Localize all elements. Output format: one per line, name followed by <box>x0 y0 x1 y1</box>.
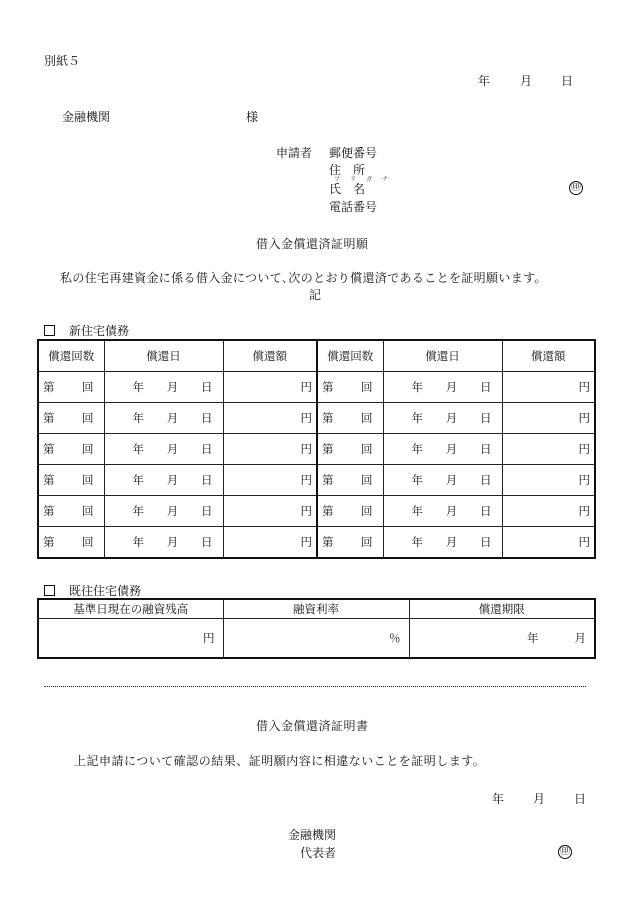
date-year: 年 <box>478 74 491 88</box>
applicant-seal-icon: ㊞ <box>571 182 581 193</box>
cert-seal-icon: ㊞ <box>560 846 570 857</box>
date-month: 月 <box>520 74 533 88</box>
date-cell[interactable]: 年 月 日 <box>383 403 502 434</box>
addressee-institution: 金融機関 <box>62 110 111 124</box>
rate-cell[interactable]: ％ <box>223 619 409 659</box>
amount-cell[interactable]: 円 <box>223 434 317 465</box>
count-cell[interactable]: 第 回 <box>317 496 383 527</box>
date-cell[interactable]: 年 月 日 <box>104 496 223 527</box>
date-day: 日 <box>561 74 574 88</box>
date-cell[interactable]: 年 月 日 <box>104 372 223 403</box>
amount-cell[interactable]: 円 <box>223 496 317 527</box>
document-title: 借入金償還済証明願 <box>256 237 369 251</box>
date-cell[interactable]: 年 月 日 <box>104 465 223 496</box>
count-cell[interactable]: 第 回 <box>38 403 104 434</box>
balance-cell[interactable]: 円 <box>38 619 223 659</box>
count-cell[interactable]: 第 回 <box>317 465 383 496</box>
amount-cell[interactable]: 円 <box>502 465 595 496</box>
table-row <box>38 372 595 403</box>
request-text: 私の住宅再建資金に係る借入金について､次のとおり償還済であることを証明願います。 <box>60 271 547 285</box>
checkbox-old[interactable] <box>44 585 55 596</box>
certificate-title: 借入金償還済証明書 <box>256 719 369 733</box>
count-cell[interactable]: 第 回 <box>38 465 104 496</box>
cert-date-year: 年 <box>492 792 505 806</box>
table-row <box>38 619 595 659</box>
cert-date-day: 日 <box>574 792 587 806</box>
date-cell[interactable]: 年 月 日 <box>104 434 223 465</box>
header-cell: 償還日 <box>383 340 502 372</box>
section-old-label: 既往住宅債務 <box>44 582 141 599</box>
amount-cell[interactable]: 円 <box>223 465 317 496</box>
ki-label: 記 <box>309 288 322 302</box>
table-header-row <box>38 599 595 619</box>
old-debt-table <box>37 598 596 659</box>
header-cell: 償還回数 <box>317 340 383 372</box>
applicant-address: 住 所 <box>329 163 366 177</box>
count-cell[interactable]: 第 回 <box>317 527 383 559</box>
table-row <box>38 403 595 434</box>
header-cell: 融資利率 <box>223 599 409 619</box>
table-row <box>38 496 595 527</box>
header-cell: 償還額 <box>223 340 317 372</box>
applicant-phone: 電話番号 <box>329 200 378 214</box>
divider <box>44 686 586 687</box>
applicant-postal: 郵便番号 <box>329 146 378 160</box>
table-row <box>38 465 595 496</box>
count-cell[interactable]: 第 回 <box>317 434 383 465</box>
new-debt-table <box>37 339 596 559</box>
amount-cell[interactable]: 円 <box>223 372 317 403</box>
count-cell[interactable]: 第 回 <box>38 434 104 465</box>
table-row <box>38 527 595 559</box>
count-cell[interactable]: 第 回 <box>38 372 104 403</box>
date-cell[interactable]: 年 月 日 <box>383 434 502 465</box>
cert-date-month: 月 <box>533 792 546 806</box>
table-header-row <box>38 340 595 372</box>
amount-cell[interactable]: 円 <box>502 434 595 465</box>
section-new-label: 新住宅債務 <box>44 322 129 339</box>
applicant-name: 氏 名 <box>329 182 366 196</box>
amount-cell[interactable]: 円 <box>502 372 595 403</box>
count-cell[interactable]: 第 回 <box>317 372 383 403</box>
cert-institution: 金融機関 <box>288 828 337 842</box>
amount-cell[interactable]: 円 <box>223 403 317 434</box>
checkbox-new[interactable] <box>44 325 55 336</box>
certificate-text: 上記申請について確認の結果、証明願内容に相違ないことを証明します。 <box>74 754 486 768</box>
count-cell[interactable]: 第 回 <box>38 496 104 527</box>
table-row <box>38 434 595 465</box>
count-cell[interactable]: 第 回 <box>317 403 383 434</box>
term-cell[interactable]: 年 月 <box>409 619 595 659</box>
header-cell: 償還額 <box>502 340 595 372</box>
date-cell[interactable]: 年 月 日 <box>383 527 502 559</box>
date-cell[interactable]: 年 月 日 <box>104 527 223 559</box>
header-cell: 償還日 <box>104 340 223 372</box>
applicant-label: 申請者 <box>276 146 313 160</box>
amount-cell[interactable]: 円 <box>502 496 595 527</box>
header-cell: 償還期限 <box>409 599 595 619</box>
applicant-furigana: フ リ ガ ナ <box>334 176 391 183</box>
header-cell: 基準日現在の融資残高 <box>38 599 223 619</box>
date-cell[interactable]: 年 月 日 <box>383 372 502 403</box>
header-cell: 償還回数 <box>38 340 104 372</box>
amount-cell[interactable]: 円 <box>223 527 317 559</box>
count-cell[interactable]: 第 回 <box>38 527 104 559</box>
annex-label: 別紙５ <box>44 54 81 68</box>
amount-cell[interactable]: 円 <box>502 527 595 559</box>
date-cell[interactable]: 年 月 日 <box>104 403 223 434</box>
date-cell[interactable]: 年 月 日 <box>383 465 502 496</box>
addressee-honorific: 様 <box>246 110 259 124</box>
cert-representative: 代表者 <box>300 846 337 860</box>
amount-cell[interactable]: 円 <box>502 403 595 434</box>
date-cell[interactable]: 年 月 日 <box>383 496 502 527</box>
